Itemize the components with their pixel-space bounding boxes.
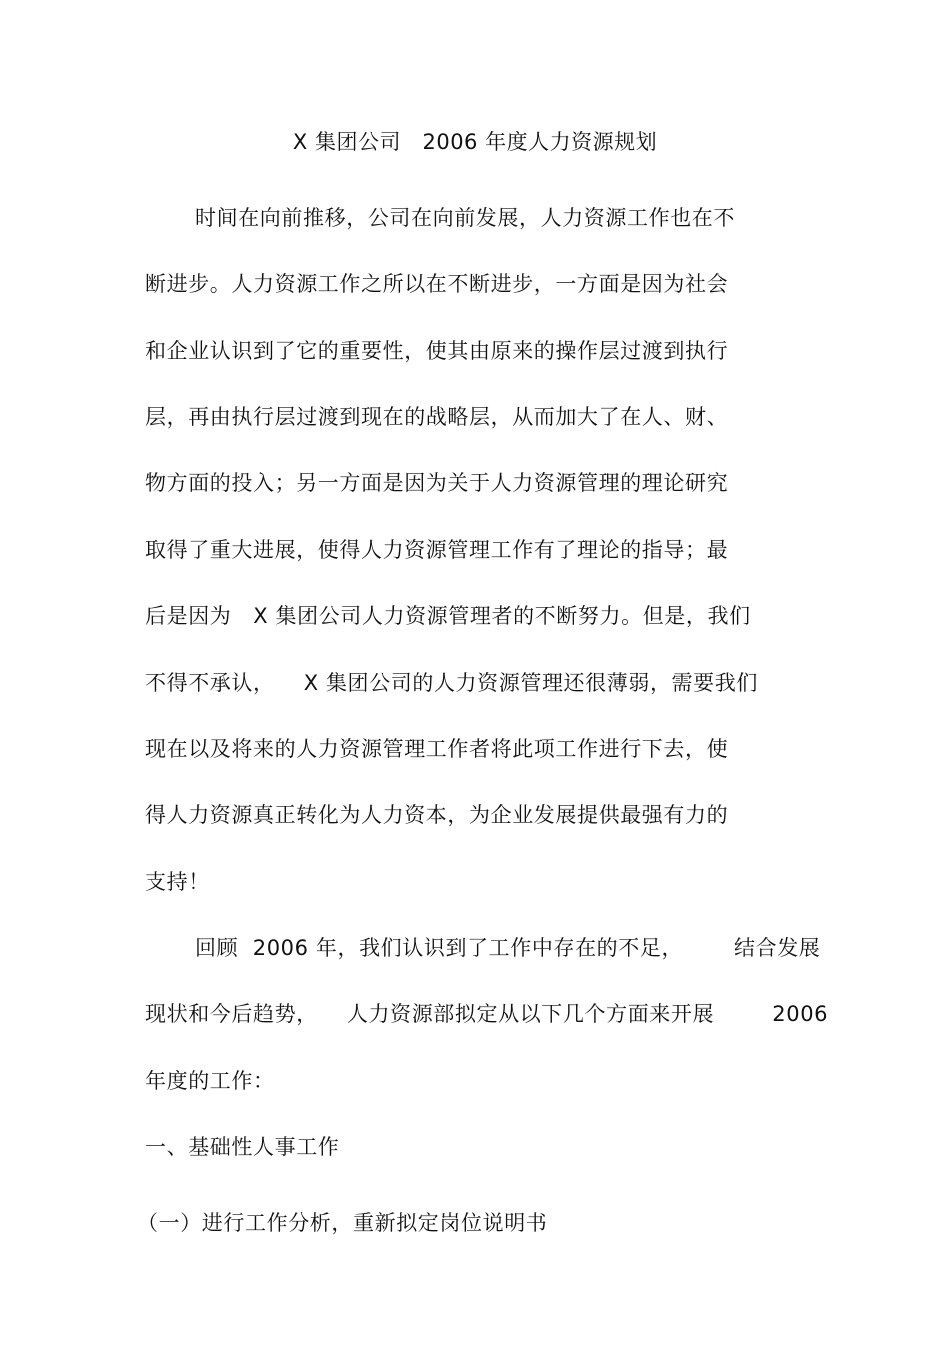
paragraph-line: 物方面的投入；另一方面是因为关于人力资源管理的理论研究 bbox=[145, 471, 729, 495]
paragraph-line: 回顾 2006 年，我们认识到了工作中存在的不足， 结合发展 bbox=[195, 936, 821, 960]
paragraph-line: 年度的工作： bbox=[145, 1069, 275, 1093]
paragraph-line: 取得了重大进展，使得人力资源管理工作有了理论的指导；最 bbox=[145, 538, 729, 562]
section-heading: 一、基础性人事工作 bbox=[145, 1135, 340, 1159]
paragraph-line: 后是因为 X 集团公司人力资源管理者的不断努力。但是，我们 bbox=[145, 604, 751, 628]
paragraph-line: 不得不承认， X 集团公司的人力资源管理还很薄弱，需要我们 bbox=[145, 671, 758, 695]
paragraph-line: 支持！ bbox=[145, 870, 210, 894]
paragraph-line: 层，再由执行层过渡到现在的战略层，从而加大了在人、财、 bbox=[145, 405, 729, 429]
paragraph-line: 得人力资源真正转化为人力资本，为企业发展提供最强有力的 bbox=[145, 803, 729, 827]
paragraph-line: 现状和今后趋势， 人力资源部拟定从以下几个方面来开展 2006 bbox=[145, 1002, 829, 1026]
paragraph-line: 和企业认识到了它的重要性，使其由原来的操作层过渡到执行 bbox=[145, 339, 729, 363]
paragraph-line: 现在以及将来的人力资源管理工作者将此项工作进行下去，使 bbox=[145, 737, 729, 761]
subsection-heading: （一）进行工作分析，重新拟定岗位说明书 bbox=[137, 1211, 548, 1235]
paragraph-line: 断进步。人力资源工作之所以在不断进步，一方面是因为社会 bbox=[145, 272, 729, 296]
paragraph-line: 时间在向前推移，公司在向前发展，人力资源工作也在不 bbox=[195, 206, 735, 230]
document-title: X 集团公司 2006 年度人力资源规划 bbox=[292, 130, 658, 154]
